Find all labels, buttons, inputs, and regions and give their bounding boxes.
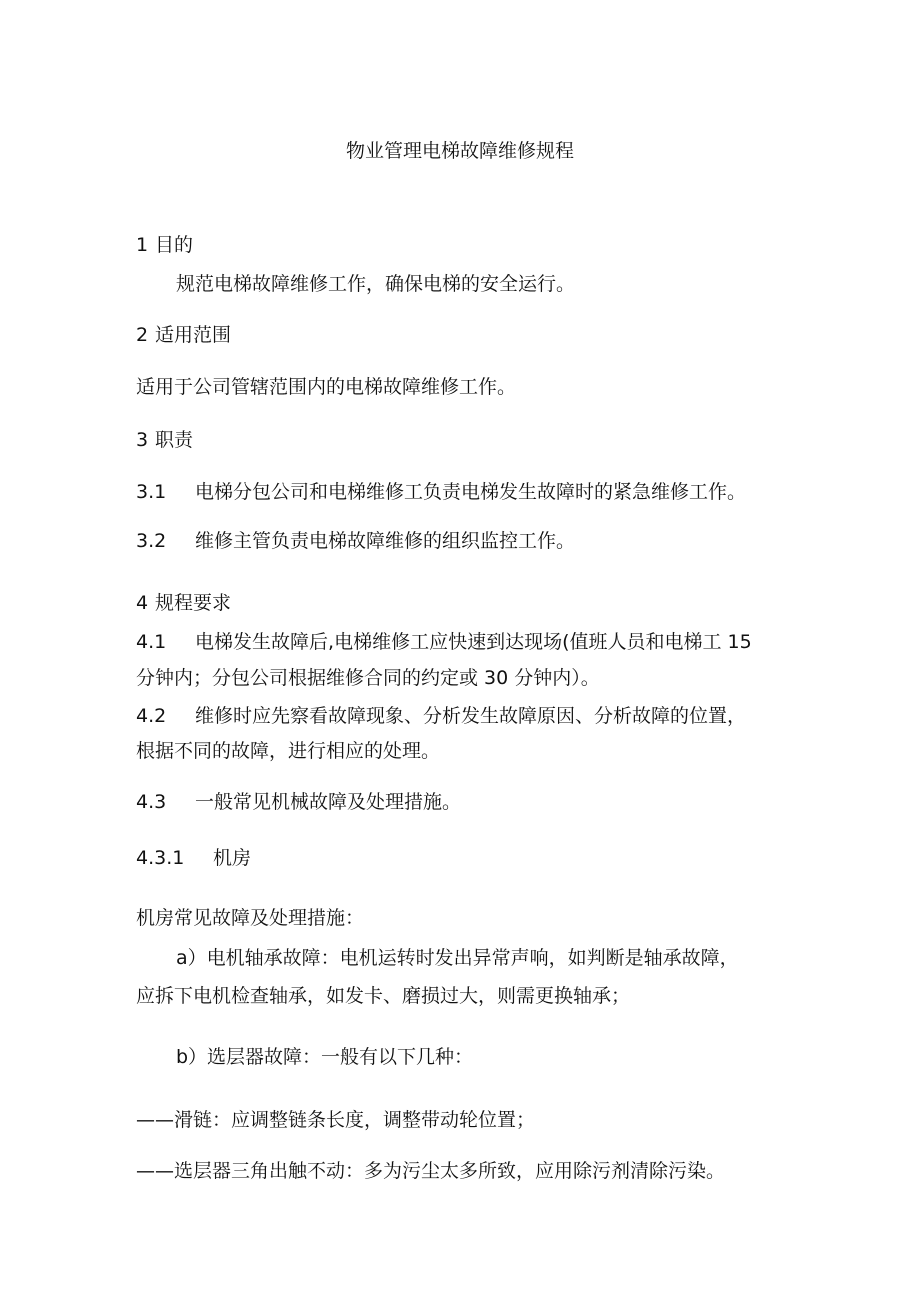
item-a-line-1: a）电机轴承故障：电机运转时发出异常声响，如判断是轴承故障， — [176, 947, 739, 969]
clause-number: 3.2 — [136, 530, 167, 552]
item-a-line-2: 应拆下电机检查轴承，如发卡、磨损过大，则需更换轴承； — [136, 985, 631, 1007]
section-4-heading — [136, 591, 231, 615]
clause-text: 电梯分包公司和电梯维修工负责电梯发生故障时的紧急维修工作。 — [195, 481, 747, 503]
clause-3-1 — [136, 480, 746, 504]
clause-4-1-line-2: 分钟内；分包公司根据维修合同的约定或 30 分钟内）。 — [136, 667, 600, 689]
item-b-dash-2: ——选层器三角出触不动：多为污尘太多所致，应用除污剂清除污染。 — [136, 1160, 726, 1182]
section-title: 职责 — [155, 429, 194, 451]
clause-text: 一般常见机械故障及处理措施。 — [195, 791, 462, 813]
section-number: 1 — [136, 234, 149, 256]
item-b-dash-1: ——滑链：应调整链条长度，调整带动轮位置； — [136, 1109, 536, 1131]
clause-text: 机房 — [213, 847, 252, 869]
clause-4-2-line-1 — [136, 704, 746, 728]
clause-4-1-line-1 — [136, 630, 752, 654]
section-number: 3 — [136, 429, 149, 451]
section-title: 规程要求 — [155, 592, 232, 614]
document-title: 物业管理电梯故障维修规程 — [345, 140, 574, 162]
section-title: 目的 — [155, 234, 194, 256]
clause-4-3-1 — [136, 846, 251, 870]
section-2-body: 适用于公司管辖范围内的电梯故障维修工作。 — [136, 376, 517, 398]
item-b-heading: b）选层器故障：一般有以下几种： — [176, 1046, 474, 1068]
section-3-heading — [136, 428, 193, 452]
section-2-heading — [136, 323, 231, 347]
clause-3-2 — [136, 529, 575, 553]
section-1-heading — [136, 233, 193, 257]
section-title: 适用范围 — [155, 324, 232, 346]
clause-number: 4.3 — [136, 791, 167, 813]
clause-number: 4.1 — [136, 631, 167, 653]
clause-4-2-line-2: 根据不同的故障，进行相应的处理。 — [136, 740, 441, 762]
clause-4-3 — [136, 790, 461, 814]
section-number: 2 — [136, 324, 149, 346]
clause-number: 4.3.1 — [136, 847, 185, 869]
section-number: 4 — [136, 592, 149, 614]
clause-number: 4.2 — [136, 705, 167, 727]
clause-text: 电梯发生故障后,电梯维修工应快速到达现场(值班人员和电梯工 15 — [195, 631, 752, 653]
clause-text: 维修时应先察看故障现象、分析发生故障原因、分析故障的位置， — [195, 705, 747, 727]
clause-text: 维修主管负责电梯故障维修的组织监控工作。 — [195, 530, 576, 552]
clause-number: 3.1 — [136, 481, 167, 503]
section-1-body: 规范电梯故障维修工作，确保电梯的安全运行。 — [176, 273, 576, 295]
machine-room-intro: 机房常见故障及处理措施： — [136, 907, 365, 929]
